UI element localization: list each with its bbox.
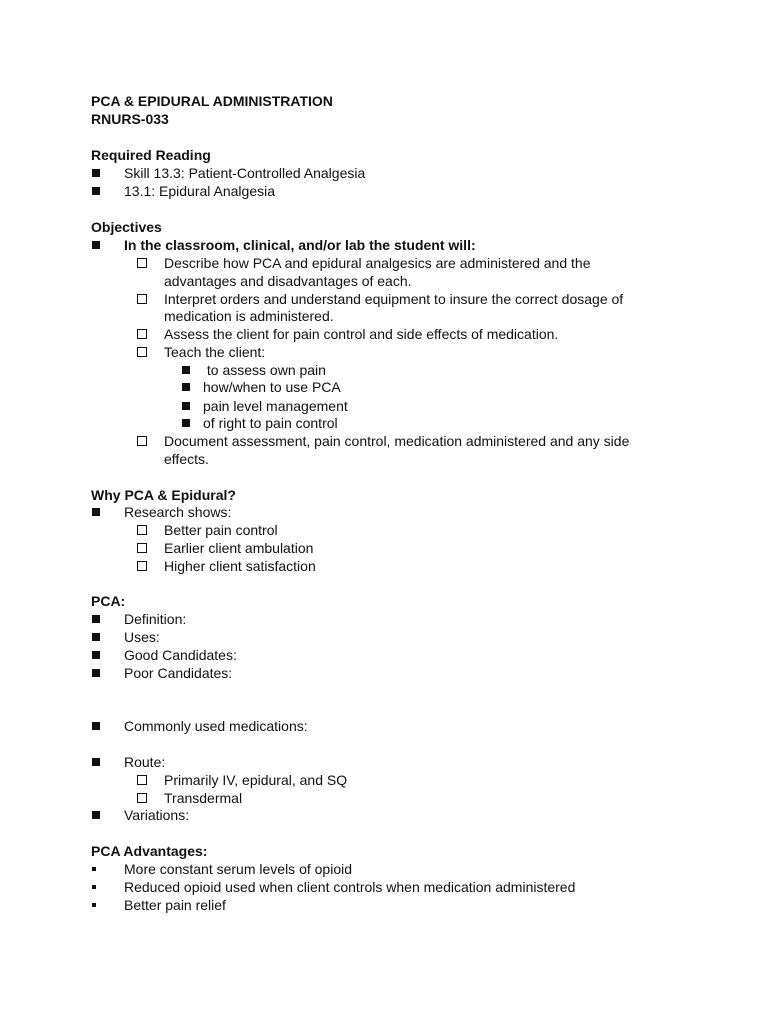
list-item-text: pain level management <box>203 398 348 414</box>
list-item-text: Commonly used medications: <box>124 718 308 734</box>
list-item-text: Skill 13.3: Patient-Controlled Analgesia <box>124 165 366 181</box>
list-item-text: Poor Candidates: <box>124 665 233 681</box>
filled-square-bullet-icon <box>92 615 100 623</box>
filled-square-bullet-icon <box>182 366 190 374</box>
list-item-text: advantages and disadvantages of each. <box>164 273 412 289</box>
list-item-text: of right to pain control <box>203 415 338 431</box>
list-item-text: Document assessment, pain control, medication administered and any side <box>164 433 630 449</box>
filled-square-bullet-icon <box>92 187 100 195</box>
filled-square-bullet-icon <box>92 633 100 641</box>
list-item-text: to assess own pain <box>203 362 326 378</box>
why-heading: Why PCA & Epidural? <box>91 487 236 503</box>
list-item-text: Better pain control <box>164 522 278 538</box>
pca-heading: PCA: <box>91 593 126 609</box>
list-item-text: effects. <box>164 451 209 467</box>
list-item-text: More constant serum levels of opioid <box>124 861 352 877</box>
filled-square-bullet-icon <box>92 722 100 730</box>
list-item-text: Teach the client: <box>164 344 266 360</box>
list-item-text: Definition: <box>124 611 187 627</box>
list-item-text: In the classroom, clinical, and/or lab the student will: <box>124 237 476 253</box>
open-square-bullet-icon <box>137 258 147 268</box>
objectives-heading: Objectives <box>91 219 162 235</box>
open-square-bullet-icon <box>137 793 147 803</box>
small-square-bullet-icon <box>92 867 96 871</box>
list-item-text: Better pain relief <box>124 897 226 913</box>
filled-square-bullet-icon <box>92 508 100 516</box>
document-title: PCA & EPIDURAL ADMINISTRATION <box>91 93 333 109</box>
filled-square-bullet-icon <box>182 402 190 410</box>
required-reading-heading: Required Reading <box>91 147 211 163</box>
filled-square-bullet-icon <box>92 241 100 249</box>
list-item-text: Earlier client ambulation <box>164 540 314 556</box>
filled-square-bullet-icon <box>92 651 100 659</box>
list-item-text: Research shows: <box>124 504 232 520</box>
list-item-text: Good Candidates: <box>124 647 237 663</box>
list-item-text: Transdermal <box>164 790 243 806</box>
advantages-heading: PCA Advantages: <box>91 843 208 859</box>
small-square-bullet-icon <box>92 903 96 907</box>
open-square-bullet-icon <box>137 294 147 304</box>
list-item-text: Variations: <box>124 807 190 823</box>
list-item-text: 13.1: Epidural Analgesia <box>124 183 275 199</box>
filled-square-bullet-icon <box>182 419 190 427</box>
list-item-text: Primarily IV, epidural, and SQ <box>164 772 348 788</box>
list-item-text: Describe how PCA and epidural analgesics are administered and the <box>164 255 591 271</box>
open-square-bullet-icon <box>137 329 147 339</box>
list-item-text: Interpret orders and understand equipment to insure the correct dosage of <box>164 291 624 307</box>
filled-square-bullet-icon <box>92 169 100 177</box>
open-square-bullet-icon <box>137 543 147 553</box>
course-code: RNURS-033 <box>91 111 169 127</box>
list-item-text: Reduced opioid used when client controls when medication administered <box>124 879 576 895</box>
open-square-bullet-icon <box>137 436 147 446</box>
list-item-text: Route: <box>124 754 166 770</box>
list-item-text: how/when to use PCA <box>203 379 341 395</box>
filled-square-bullet-icon <box>92 811 100 819</box>
open-square-bullet-icon <box>137 775 147 785</box>
filled-square-bullet-icon <box>92 669 100 677</box>
open-square-bullet-icon <box>137 561 147 571</box>
list-item-text: Assess the client for pain control and side effects of medication. <box>164 326 559 342</box>
open-square-bullet-icon <box>137 525 147 535</box>
list-item-text: Higher client satisfaction <box>164 558 316 574</box>
filled-square-bullet-icon <box>92 758 100 766</box>
filled-square-bullet-icon <box>182 383 190 391</box>
list-item-text: medication is administered. <box>164 308 334 324</box>
list-item-text: Uses: <box>124 629 160 645</box>
open-square-bullet-icon <box>137 347 147 357</box>
small-square-bullet-icon <box>92 885 96 889</box>
